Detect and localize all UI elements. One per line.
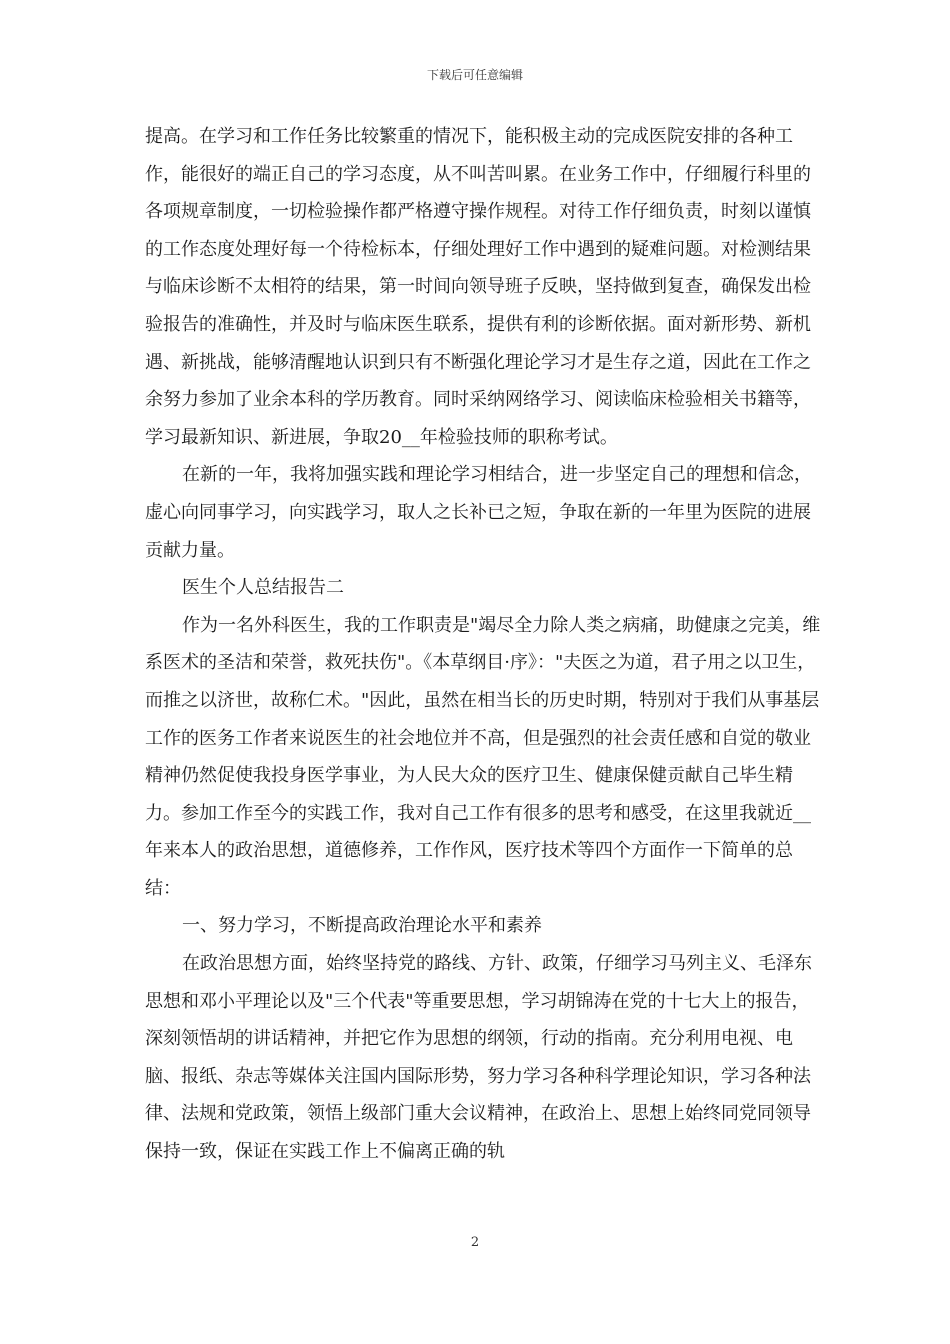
document-body bbox=[145, 118, 825, 1171]
section-heading-study: 一、努力学习，不断提高政治理论水平和素养 bbox=[182, 915, 542, 937]
paragraph-4: 在政治思想方面，始终坚持党的路线、方针、政策，仔细学习马列主义、毛泽东思想和邓小平理论以及"三个代表"等重要思想，学习胡锦涛在党的十七大上的报告，深刻领悟胡的讲话精神，并把它作为思想的纲领，行动的指南。充分利用电视、电脑、报纸、杂志等媒体关注国内国际形势，努力学习各种科学理论知识，学习各种法律、法规和党政策，领悟上级部门重大会议精神，在政治上、思想上始终同党同领导保持一致，保证在实践工作上不偏离正确的轨 bbox=[145, 953, 812, 1163]
section-heading-report-two: 医生个人总结报告二 bbox=[182, 577, 344, 599]
page-number: 2 bbox=[470, 1235, 480, 1250]
paragraph-2: 在新的一年，我将加强实践和理论学习相结合，进一步坚定自己的理想和信念，虚心向同事学习，向实践学习，取人之长补已之短，争取在新的一年里为医院的进展贡献力量。 bbox=[145, 464, 812, 561]
paragraph-3: 作为一名外科医生，我的工作职责是"竭尽全力除人类之病痛，助健康之完美，维系医术的圣洁和荣誉，救死扶伤"。《本草纲目·序》："夫医之为道，君子用之以卫生，而推之以济世，故称仁术。"因此，虽然在相当长的历史时期，特别对于我们从事基层工作的医务工作者来说医生的社会地位并不高，但是强烈的社会责任感和自觉的敬业精神仍然促使我投身医学事业，为人民大众的医疗卫生、健康保健贡献自己毕生精力。参加工作至今的实践工作，我对自己工作有很多的思考和感受，在这里我就近__年来本人的政治思想，道德修养，工作作风，医疗技术等四个方面作一下简单的总结： bbox=[145, 614, 821, 899]
paragraph-1: 提高。在学习和工作任务比较繁重的情况下，能积极主动的完成医院安排的各种工作，能很好的端正自己的学习态度，从不叫苦叫累。在业务工作中，仔细履行科里的各项规章制度，一切检验操作都严格遵守操作规程。对待工作仔细负责，时刻以谨慎的工作态度处理好每一个待检标本，仔细处理好工作中遇到的疑难问题。对检测结果与临床诊断不太相符的结果，第一时间向领导班子反映，坚持做到复查，确保发出检验报告的准确性，并及时与临床医生联系，提供有利的诊断依据。面对新形势、新机遇、新挑战，能够清醒地认识到只有不断强化理论学习才是生存之道，因此在工作之余努力参加了业余本科的学历教育。同时采纳网络学习、阅读临床检验相关书籍等，学习最新知识、新进展，争取20__年检验技师的职称考试。 bbox=[145, 126, 811, 448]
page-header: 下载后可任意编辑 bbox=[426, 68, 523, 82]
